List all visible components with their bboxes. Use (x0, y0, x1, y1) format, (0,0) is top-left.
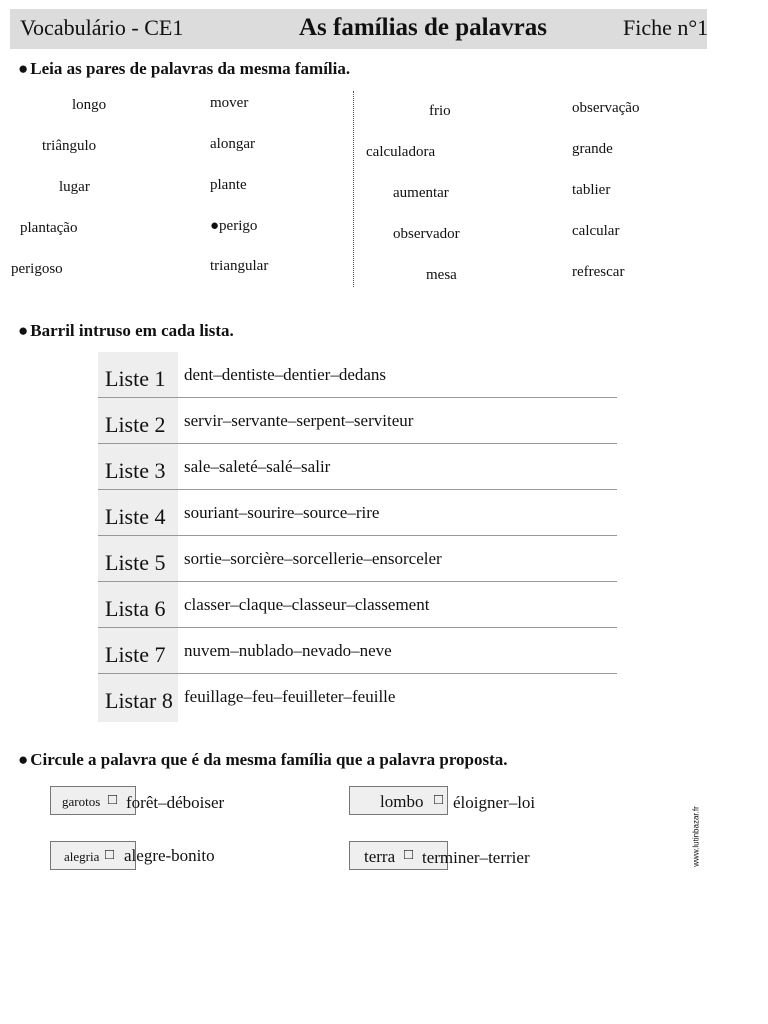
instruction-3: ● Circule a palavra que é da mesma família que a palavra proposta. (18, 750, 508, 769)
choice-words: terminer–terrier (422, 848, 530, 867)
word-col1-0: longo (72, 97, 107, 113)
word-col2-1: alongar (210, 136, 255, 152)
list-words: classer–claque–classeur–classement (184, 595, 430, 614)
bullet-icon: ● (18, 59, 29, 78)
word-col3-0: frio (429, 103, 451, 119)
list-label: Liste 5 (105, 550, 166, 575)
list-row-3 (98, 444, 617, 490)
list-row-8 (98, 674, 617, 720)
list-row-4 (98, 490, 617, 536)
list-words: sortie–sorcière–sorcellerie–ensorceler (184, 549, 442, 568)
page-title: As famílias de palavras (299, 14, 547, 41)
source-url: www.lutinbazar.fr (691, 806, 701, 867)
word-col1-4: perigoso (11, 261, 63, 277)
word-col4-1: grande (572, 141, 613, 157)
word-col2-0: mover (210, 95, 249, 111)
source-credit (686, 800, 706, 880)
word-col3-4: mesa (426, 267, 457, 283)
list-words: servir–servante–serpent–serviteur (184, 411, 414, 430)
list-words: nuvem–nublado–nevado–neve (184, 641, 392, 660)
header-bar (10, 9, 707, 49)
word-col4-4: refrescar (572, 264, 625, 280)
bullet-icon: ● (18, 321, 29, 340)
word-col4-2: tablier (572, 182, 611, 198)
list-label: Lista 6 (105, 596, 166, 621)
column-divider (353, 91, 354, 287)
word-col3-2: aumentar (393, 185, 449, 201)
fiche-number: Fiche n°1 (623, 15, 709, 40)
choice-words: alegre-bonito (124, 846, 215, 865)
prompt-word: garotos (62, 794, 101, 809)
list-label: Liste 2 (105, 412, 166, 437)
instruction-1: ● Leia as pares de palavras da mesma família. (18, 59, 351, 78)
word-col2-4: triangular (210, 258, 269, 274)
checkbox-icon: □ (108, 792, 118, 808)
choice-words: forêt–déboiser (126, 793, 225, 812)
bullet-icon: ● (18, 750, 29, 769)
word-col3-3: observador (393, 226, 460, 242)
checkbox-icon: □ (434, 792, 444, 808)
list-label: Liste 4 (105, 504, 166, 529)
list-label: Listar 8 (105, 688, 173, 713)
list-row-7 (98, 628, 617, 674)
subject-label: Vocabulário - CE1 (20, 15, 184, 40)
word-col3-1: calculadora (366, 144, 436, 160)
list-words: dent–dentiste–dentier–dedans (184, 365, 387, 384)
list-words: sale–saleté–salé–salir (184, 457, 331, 476)
list-row-5 (98, 536, 617, 582)
list-label: Liste 3 (105, 458, 166, 483)
prompt-word-box (349, 786, 448, 815)
list-label: Liste 7 (105, 642, 166, 667)
word-col1-3: plantação (20, 220, 78, 236)
checkbox-icon: □ (404, 847, 414, 863)
prompt-word: alegria (64, 849, 100, 864)
checkbox-icon: □ (105, 847, 115, 863)
word-col1-2: lugar (59, 179, 90, 195)
prompt-word: terra (364, 847, 396, 866)
list-words: souriant–sourire–source–rire (184, 503, 380, 522)
word-col2-2: plante (210, 177, 247, 193)
prompt-word: lombo (380, 792, 424, 811)
choice-words: éloigner–loi (453, 793, 536, 812)
word-col4-3: calcular (572, 223, 620, 239)
word-col1-1: triângulo (42, 138, 97, 154)
instruction-2: ● Barril intruso em cada lista. (18, 321, 234, 340)
word-col4-0: observação (572, 100, 640, 116)
list-words: feuillage–feu–feuilleter–feuille (184, 687, 396, 706)
list-row-2 (98, 398, 617, 444)
prompt-word-box (50, 786, 136, 815)
word-col2-3: ●perigo (210, 218, 258, 234)
list-row-6 (98, 582, 617, 628)
list-label: Liste 1 (105, 366, 166, 391)
list-row-1 (98, 352, 617, 398)
